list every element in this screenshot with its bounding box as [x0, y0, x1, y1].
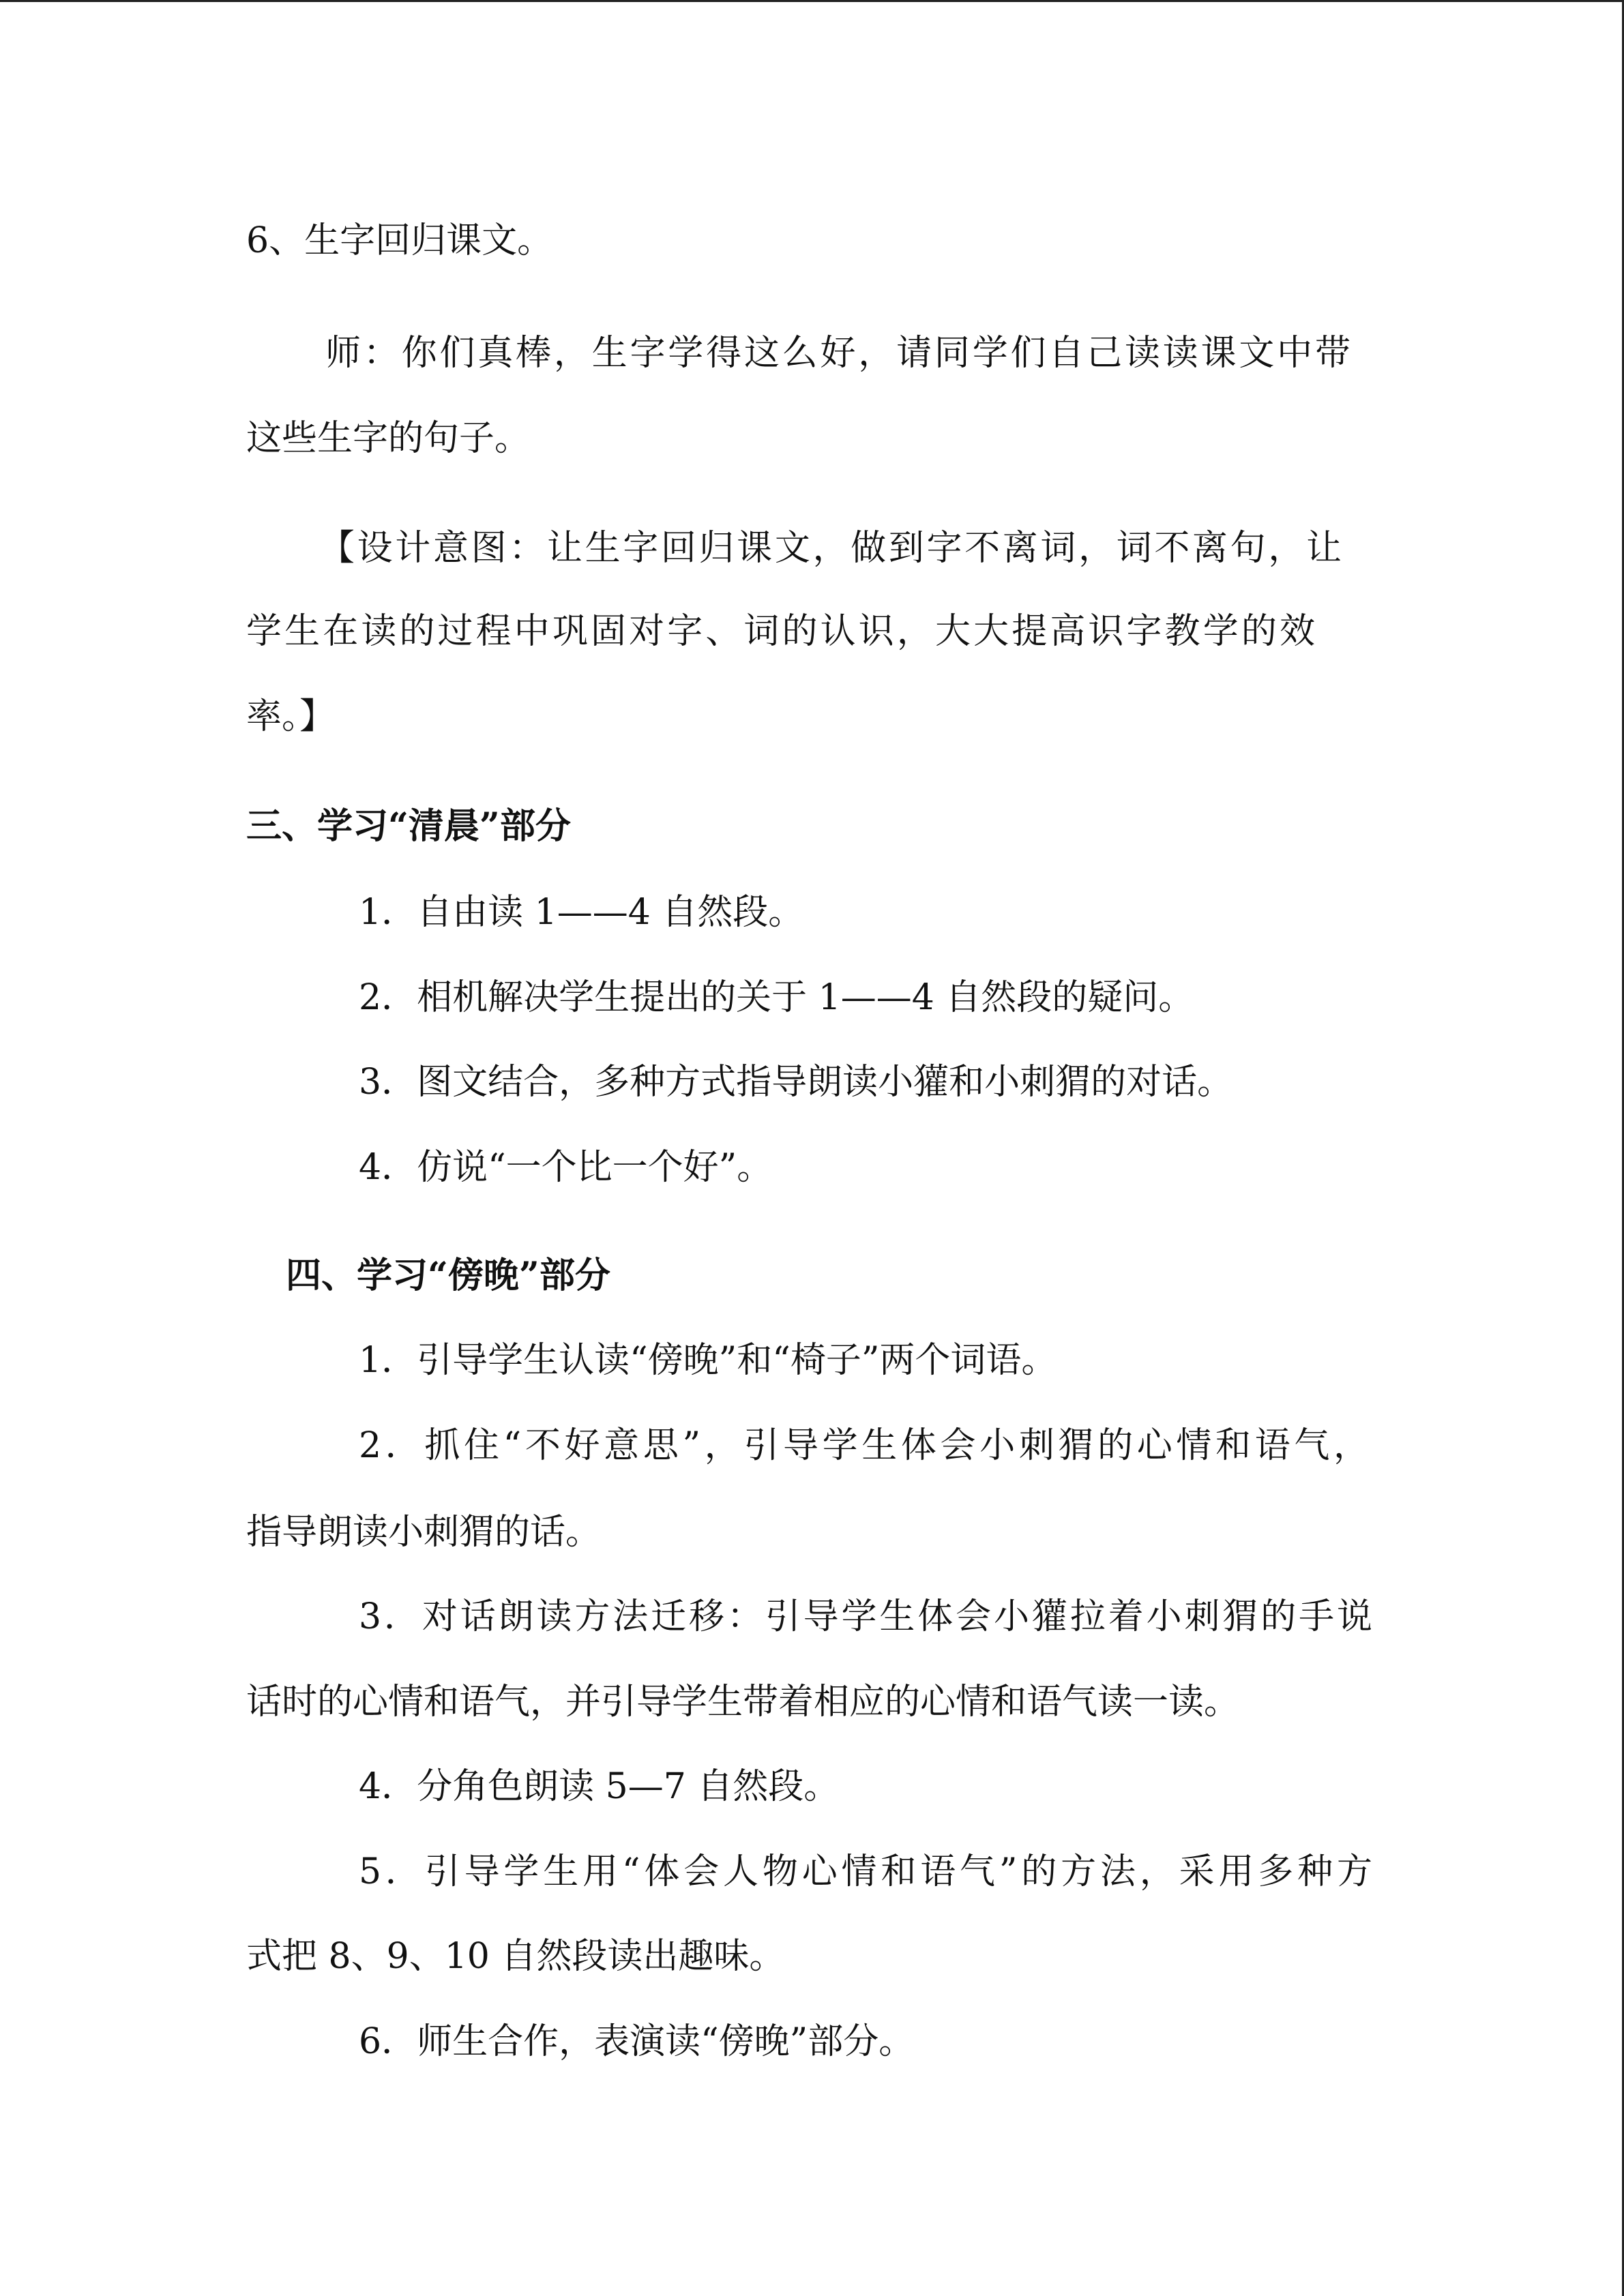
- list-item: 3．图文结合，多种方式指导朗读小獾和小刺猬的对话。: [359, 1062, 1233, 1103]
- section-heading-evening: 四、学习“傍晚”部分: [286, 1255, 610, 1296]
- section-heading-morning: 三、学习“清晨”部分: [246, 805, 571, 847]
- list-item: 4．仿说“一个比一个好”。: [359, 1147, 773, 1188]
- list-item: 1．引导学生认读“傍晚”和“椅子”两个词语。: [359, 1340, 1057, 1381]
- list-item: 5．引导学生用“体会人物心情和语气”的方法，采用多种方: [359, 1851, 1372, 1892]
- list-item-continuation: 话时的心情和语气，并引导学生带着相应的心情和语气读一读。: [246, 1682, 1240, 1723]
- list-item: 6．师生合作，表演读“傍晚”部分。: [359, 2021, 915, 2062]
- list-item: 4．分角色朗读 5—7 自然段。: [359, 1766, 840, 1807]
- list-item-continuation: 式把 8、9、10 自然段读出趣味。: [246, 1936, 785, 1977]
- design-intent-line: 【设计意图：让生字回归课文，做到字不离词，词不离句，让: [319, 528, 1342, 569]
- design-intent-line: 学生在读的过程中巩固对字、词的认识，大大提高识字教学的效: [246, 611, 1315, 652]
- list-item-continuation: 指导朗读小刺猬的话。: [246, 1512, 602, 1553]
- list-item: 1．自由读 1——4 自然段。: [359, 892, 804, 933]
- teacher-line: 师：你们真棒，生字学得这么好，请同学们自己读读课文中带: [325, 333, 1350, 374]
- design-intent-line: 率。】: [246, 696, 336, 737]
- list-item: 3．对话朗读方法迁移：引导学生体会小獾拉着小刺猬的手说: [359, 1596, 1372, 1637]
- teacher-line: 这些生字的句子。: [246, 418, 531, 459]
- list-item: 2．抓住“不好意思”，引导学生体会小刺猬的心情和语气，: [359, 1425, 1369, 1466]
- list-item: 2．相机解决学生提出的关于 1——4 自然段的疑问。: [359, 977, 1194, 1018]
- step6-title: 6、生字回归课文。: [246, 220, 553, 261]
